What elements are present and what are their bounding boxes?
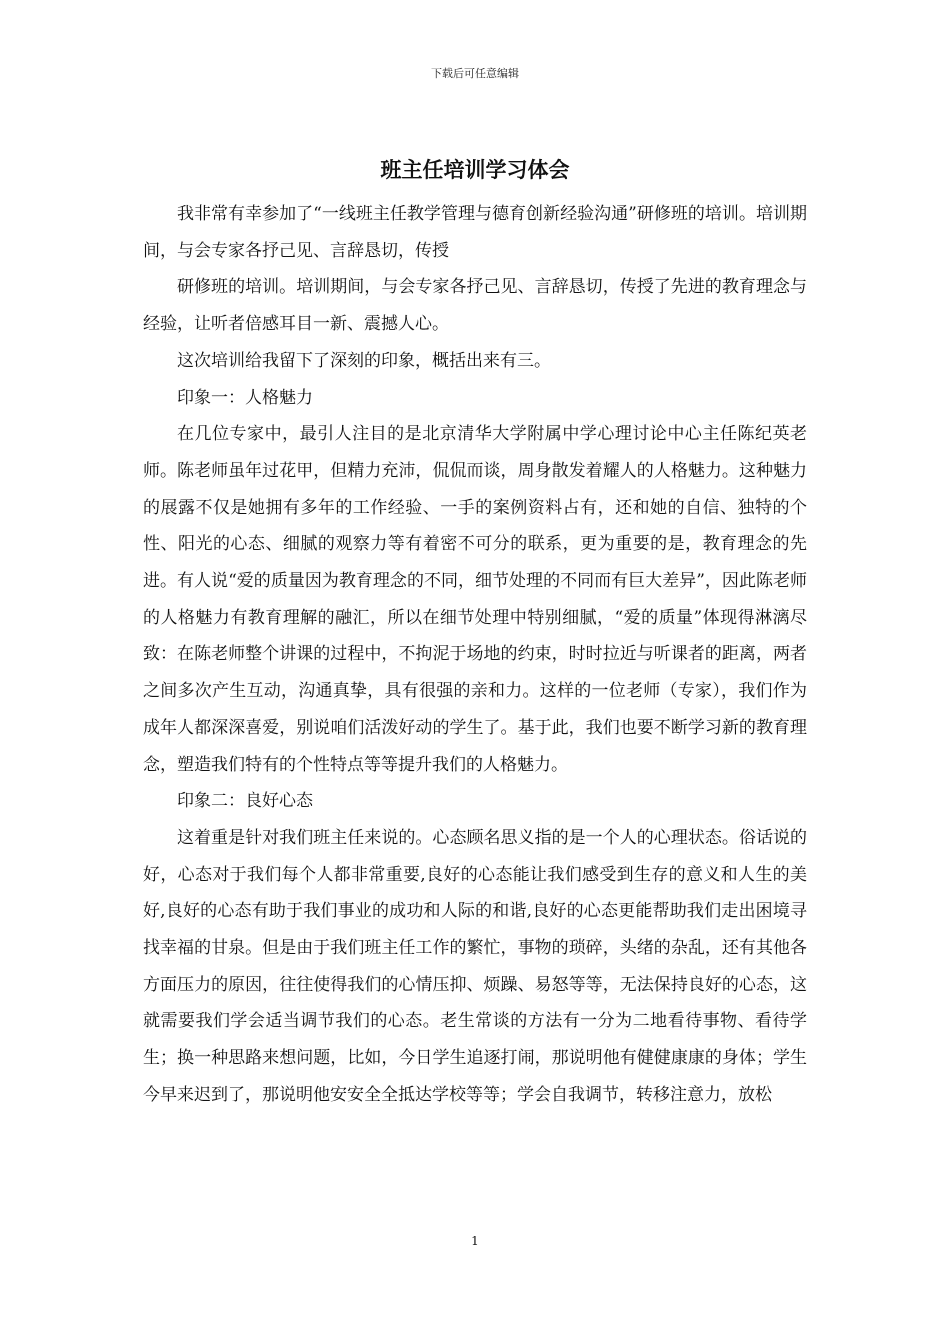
page-number: 1 — [471, 1234, 479, 1248]
paragraph: 我非常有幸参加了“一线班主任教学管理与德育创新经验沟通”研修班的培训。培训期间，与会专家各抒己见、言辞恳切，传授 — [143, 204, 807, 261]
paragraph: 这次培训给我留下了深刻的印象，概括出来有三。 — [177, 350, 551, 371]
paragraph: 在几位专家中，最引人注目的是北京清华大学附属中学心理讨论中心主任陈纪英老师。陈老师虽年过花甲，但精力充沛，侃侃而谈，周身散发着耀人的人格魅力。这种魅力的展露不仅是她拥有多年的工作经验、一手的案例资料占有，还和她的自信、独特的个性、阳光的心态、细腻的观察力等有着密不可分的联系，更为重要的是，教育理念的先进。有人说“爱的质量因为教育理念的不同，细节处理的不同而有巨大差异”，因此陈老师的人格魅力有教育理解的融汇，所以在细节处理中特别细腻，“爱的质量”体现得淋漓尽致：在陈老师整个讲课的过程中，不拘泥于场地的约束，时时拉近与听课者的距离，两者之间多次产生互动，沟通真挚，具有很强的亲和力。这样的一位老师（专家），我们作为成年人都深深喜爱，别说咱们活泼好动的学生了。基于此，我们也要不断学习新的教育理念，塑造我们特有的个性特点等等提升我们的人格魅力。 — [143, 424, 807, 775]
document-title: 班主任培训学习体会 — [380, 157, 570, 182]
paragraph: 研修班的培训。培训期间，与会专家各抒己见、言辞恳切，传授了先进的教育理念与经验，让听者倍感耳目一新、震撼人心。 — [143, 277, 807, 335]
page-header-note: 下载后可任意编辑 — [431, 67, 519, 80]
section-heading: 印象一：人格魅力 — [177, 387, 313, 408]
paragraph: 这着重是针对我们班主任来说的。心态顾名思义指的是一个人的心理状态。俗话说的好，心态对于我们每个人都非常重要,良好的心态能让我们感受到生存的意义和人生的美好,良好的心态有助于我们事业的成功和人际的和谐,良好的心态更能帮助我们走出困境寻找幸福的甘泉。但是由于我们班主任工作的繁忙，事物的琐碎，头绪的杂乱，还有其他各方面压力的原因，往往使得我们的心情压抑、烦躁、易怒等等，无法保持良好的心态，这就需要我们学会适当调节我们的心态。老生常谈的方法有一分为二地看待事物、看待学生；换一种思路来想问题，比如，今日学生追逐打闹，那说明他有健健康康的身体；学生今早来迟到了，那说明他安安全全抵达学校等等；学会自我调节，转移注意力，放松 — [143, 827, 807, 1105]
section-heading: 印象二：良好心态 — [177, 791, 313, 812]
document-body — [143, 196, 807, 1114]
